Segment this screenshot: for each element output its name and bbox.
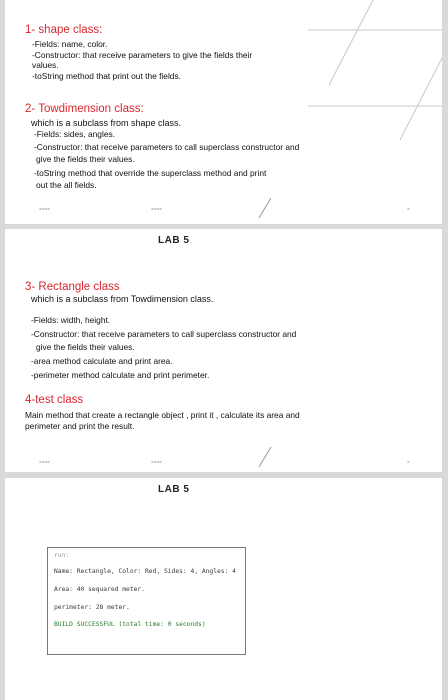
footer-mark: ▪ — [407, 459, 410, 464]
document-page-2 — [5, 229, 442, 472]
console-output-panel — [47, 547, 246, 655]
console-output-line: perimeter: 28 meter. — [54, 604, 130, 611]
test-main-line-cont: perimeter and print the result. — [25, 421, 135, 431]
lab-title: LAB 5 — [158, 235, 190, 246]
rectangle-class-heading: 3- Rectangle class — [25, 281, 120, 293]
test-main-line: Main method that create a rectangle object , print it , calculate its area and — [25, 410, 300, 420]
document-page-3 — [5, 478, 442, 700]
towdimension-constructor-line-cont: give the fields their values. — [36, 154, 135, 164]
shape-fields-line: -Fields: name, color. — [32, 39, 108, 49]
rectangle-fields-line: -Fields: width, height. — [31, 315, 111, 325]
towdimension-constructor-line: -Constructor: that receive parameters to call superclass constructor and — [34, 142, 300, 152]
document-page-1 — [5, 0, 442, 224]
footer-mark: ▪▪▪▪ — [39, 459, 50, 464]
console-run-label: run: — [54, 552, 70, 559]
towdimension-fields-line: -Fields: sides, angles. — [34, 129, 115, 139]
towdimension-tostring-line: -toString method that override the superclass method and print — [34, 168, 267, 178]
console-build-status: BUILD SUCCESSFUL (total time: 0 seconds) — [54, 621, 206, 628]
footer-mark: ▪▪▪▪ — [151, 459, 162, 464]
rectangle-constructor-line: -Constructor: that receive parameters to call superclass constructor and — [31, 329, 297, 339]
rectangle-subclass-line: which is a subclass from Towdimension class. — [31, 294, 214, 304]
shape-tostring-line: -toString method that print out the fields. — [32, 71, 181, 81]
shape-constructor-line: -Constructor: that receive parameters to give the fields their — [32, 50, 253, 60]
lab-title: LAB 5 — [158, 484, 190, 495]
towdimension-subclass-line: which is a subclass from shape class. — [31, 118, 182, 128]
shape-class-heading: 1- shape class: — [25, 24, 103, 36]
console-output-line: Name: Rectangle, Color: Red, Sides: 4, Angles: 4 — [54, 568, 236, 575]
rectangle-constructor-line-cont: give the fields their values. — [36, 342, 135, 352]
shape-constructor-line-cont: values. — [32, 60, 59, 70]
rectangle-perimeter-line: -perimeter method calculate and print perimeter. — [31, 370, 210, 380]
console-output-line: Area: 40 sequared meter. — [54, 586, 145, 593]
footer-mark: ▪▪▪▪ — [151, 206, 162, 211]
footer-mark: ▪ — [407, 206, 410, 211]
rectangle-area-line: -area method calculate and print area. — [31, 356, 173, 366]
towdimension-class-heading: 2- Towdimension class: — [25, 103, 144, 115]
footer-mark: ▪▪▪▪ — [39, 206, 50, 211]
towdimension-tostring-line-cont: out the all fields. — [36, 180, 97, 190]
test-class-heading: 4-test class — [25, 394, 84, 406]
